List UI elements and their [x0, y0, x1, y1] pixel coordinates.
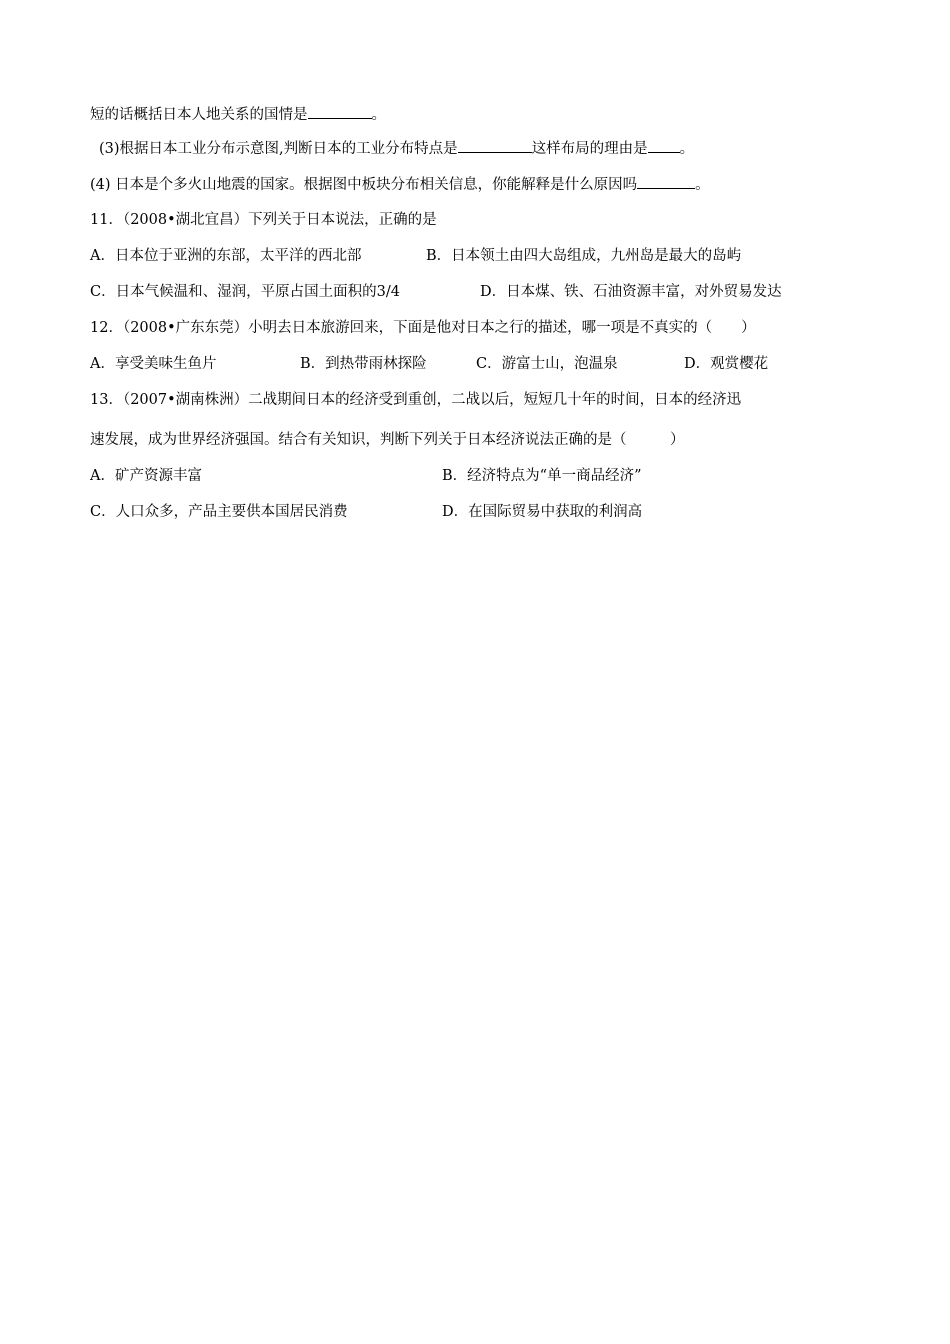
q11-option-a[interactable]: A．日本位于亚洲的东部，太平洋的西北部 — [90, 248, 362, 264]
q12-options-row — [90, 354, 769, 374]
q12-option-a[interactable]: A．享受美味生鱼片 — [90, 356, 217, 372]
answer-blank[interactable] — [637, 174, 695, 189]
q10-line-1-end: 。 — [371, 107, 386, 123]
q10-line-2-text: (3)根据日本工业分布示意图,判断日本的工业分布特点是 — [99, 141, 458, 157]
q11-options-row-1 — [90, 246, 742, 266]
answer-blank[interactable] — [648, 138, 680, 153]
answer-blank[interactable] — [308, 104, 372, 119]
q13-option-d[interactable]: D．在国际贸易中获取的利润高 — [442, 504, 643, 520]
q10-line-2-end: 。 — [679, 141, 695, 157]
q10-line-2 — [99, 138, 694, 159]
q12-option-b[interactable]: B．到热带雨林探险 — [300, 356, 427, 372]
q10-line-2-mid: 这样布局的理由是 — [531, 141, 648, 157]
q13-options-row-1 — [90, 466, 642, 486]
q10-line-1-text: 短的话概括日本人地关系的国情是 — [90, 107, 308, 123]
q12-option-d[interactable]: D．观赏樱花 — [684, 356, 769, 372]
q12-stem: 12．（2008•广东东莞）小明去日本旅游回来，下面是他对日本之行的描述，哪一项是不真实的（ ） — [90, 320, 756, 336]
q13-stem-line-1: 13．（2007•湖南株洲）二战期间日本的经济受到重创，二战以后，短短几十年的时间，日本的经济迅 — [90, 392, 742, 408]
q11-option-b[interactable]: B．日本领土由四大岛组成，九州岛是最大的岛屿 — [426, 248, 742, 264]
q13-options-row-2 — [90, 502, 643, 522]
q11-options-row-2 — [90, 282, 782, 302]
q13-option-c[interactable]: C．人口众多，产品主要供本国居民消费 — [90, 504, 348, 520]
q10-line-3-text: (4) 日本是个多火山地震的国家。根据图中板块分布相关信息，你能解释是什么原因吗 — [90, 177, 638, 193]
q12-option-c[interactable]: C．游富士山，泡温泉 — [476, 356, 618, 372]
q10-line-3-end: 。 — [695, 177, 710, 193]
q11-option-c[interactable]: C．日本气候温和、湿润，平原占国土面积的3/4 — [90, 284, 400, 300]
q13-option-b[interactable]: B．经济特点为“单一商品经济” — [442, 468, 642, 484]
q10-line-3 — [90, 174, 710, 195]
q11-option-d[interactable]: D．日本煤、铁、石油资源丰富，对外贸易发达 — [480, 284, 782, 300]
q13-option-a[interactable]: A．矿产资源丰富 — [90, 468, 202, 484]
answer-blank[interactable] — [458, 138, 532, 153]
q11-stem: 11．（2008•湖北宜昌）下列关于日本说法，正确的是 — [90, 212, 437, 228]
q13-stem-line-2: 速发展，成为世界经济强国。结合有关知识，判断下列关于日本经济说法正确的是（ ） — [90, 432, 685, 448]
q10-line-1 — [90, 104, 386, 125]
